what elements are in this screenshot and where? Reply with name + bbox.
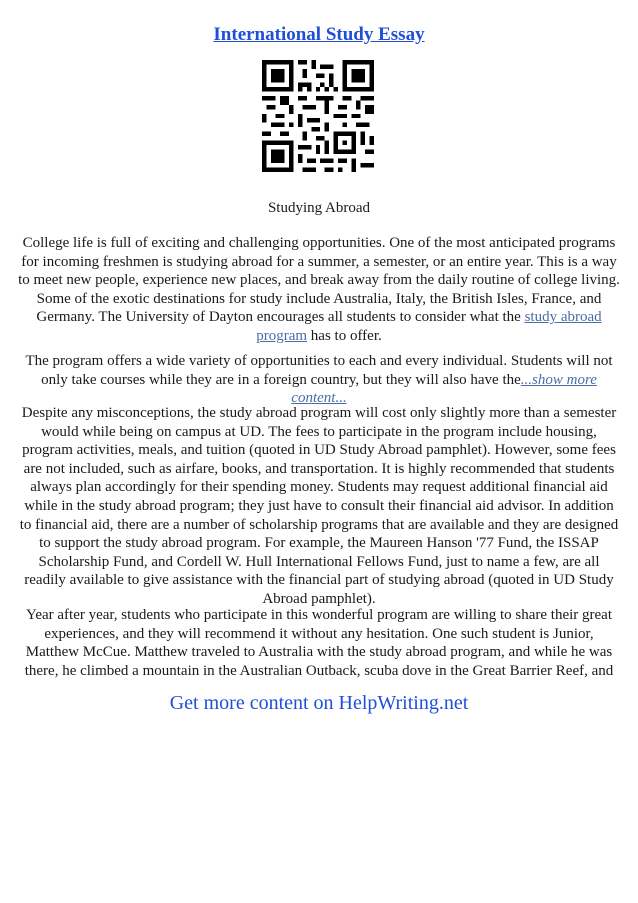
- show-more-link[interactable]: ...show more content...: [291, 371, 597, 407]
- page-title[interactable]: International Study Essay: [213, 24, 425, 45]
- paragraph-intro-text-2: has to offer.: [307, 327, 382, 344]
- study-abroad-program-link[interactable]: study abroad program: [256, 309, 602, 344]
- paragraph-intro: [18, 234, 620, 346]
- qr-code-icon: [262, 60, 374, 172]
- paragraph-intro-text-1: College life is full of exciting and challenging opportunities. One of the most anticipated programs for incoming freshmen is studying abroad for a summer, a semester, or an entire year. This is a way to meet new people, experience new places, and break away from the daily routine of college living. Some of the exotic destinations for study include Australia, Italy, the British Isles, France, and Germany. The University of Dayton encourages all students to consider what the: [18, 235, 620, 326]
- footer-link[interactable]: Get more content on HelpWriting.net: [169, 692, 469, 714]
- paragraph-program: [18, 352, 620, 408]
- essay-subtitle: Studying Abroad: [267, 200, 371, 216]
- paragraph-costs: Despite any misconceptions, the study abroad program will cost only slightly more than a semester would while being on campus at UD. The fees to participate in the program include housing, program activities, meals, and tuition (quoted in UD Study Abroad pamphlet). However, some fees are not included, such as airfare, books, and transportation. It is highly recommended that students always plan accordingly for their spending money. Students may request additional financial aid while in the study abroad program; they just have to consult their financial aid advisor. In addition to financial aid, there are a number of scholarship programs that are available and they are designed to support the study abroad program. For example, the Maureen Hanson '77 Fund, the ISSAP Scholarship Fund, and Cordell W. Hull International Fellows Fund, just to name a few, are all readily available to give assistance with the financial part of studying abroad (quoted in UD Study Abroad pamphlet).: [19, 405, 619, 607]
- paragraph-program-text: The program offers a wide variety of opportunities to each and every individual. Students will not only take courses while they are in a foreign country, but they will also have the: [25, 353, 613, 388]
- paragraph-testimonials: Year after year, students who participate in this wonderful program are willing to share their great experiences, and they will recommend it without any hesitation. One such student is Junior, Matthew McCue. Matthew traveled to Australia with the study abroad program, and while he was there, he climbed a mountain in the Australian Outback, scuba dove in the Great Barrier Reef, and: [24, 607, 614, 679]
